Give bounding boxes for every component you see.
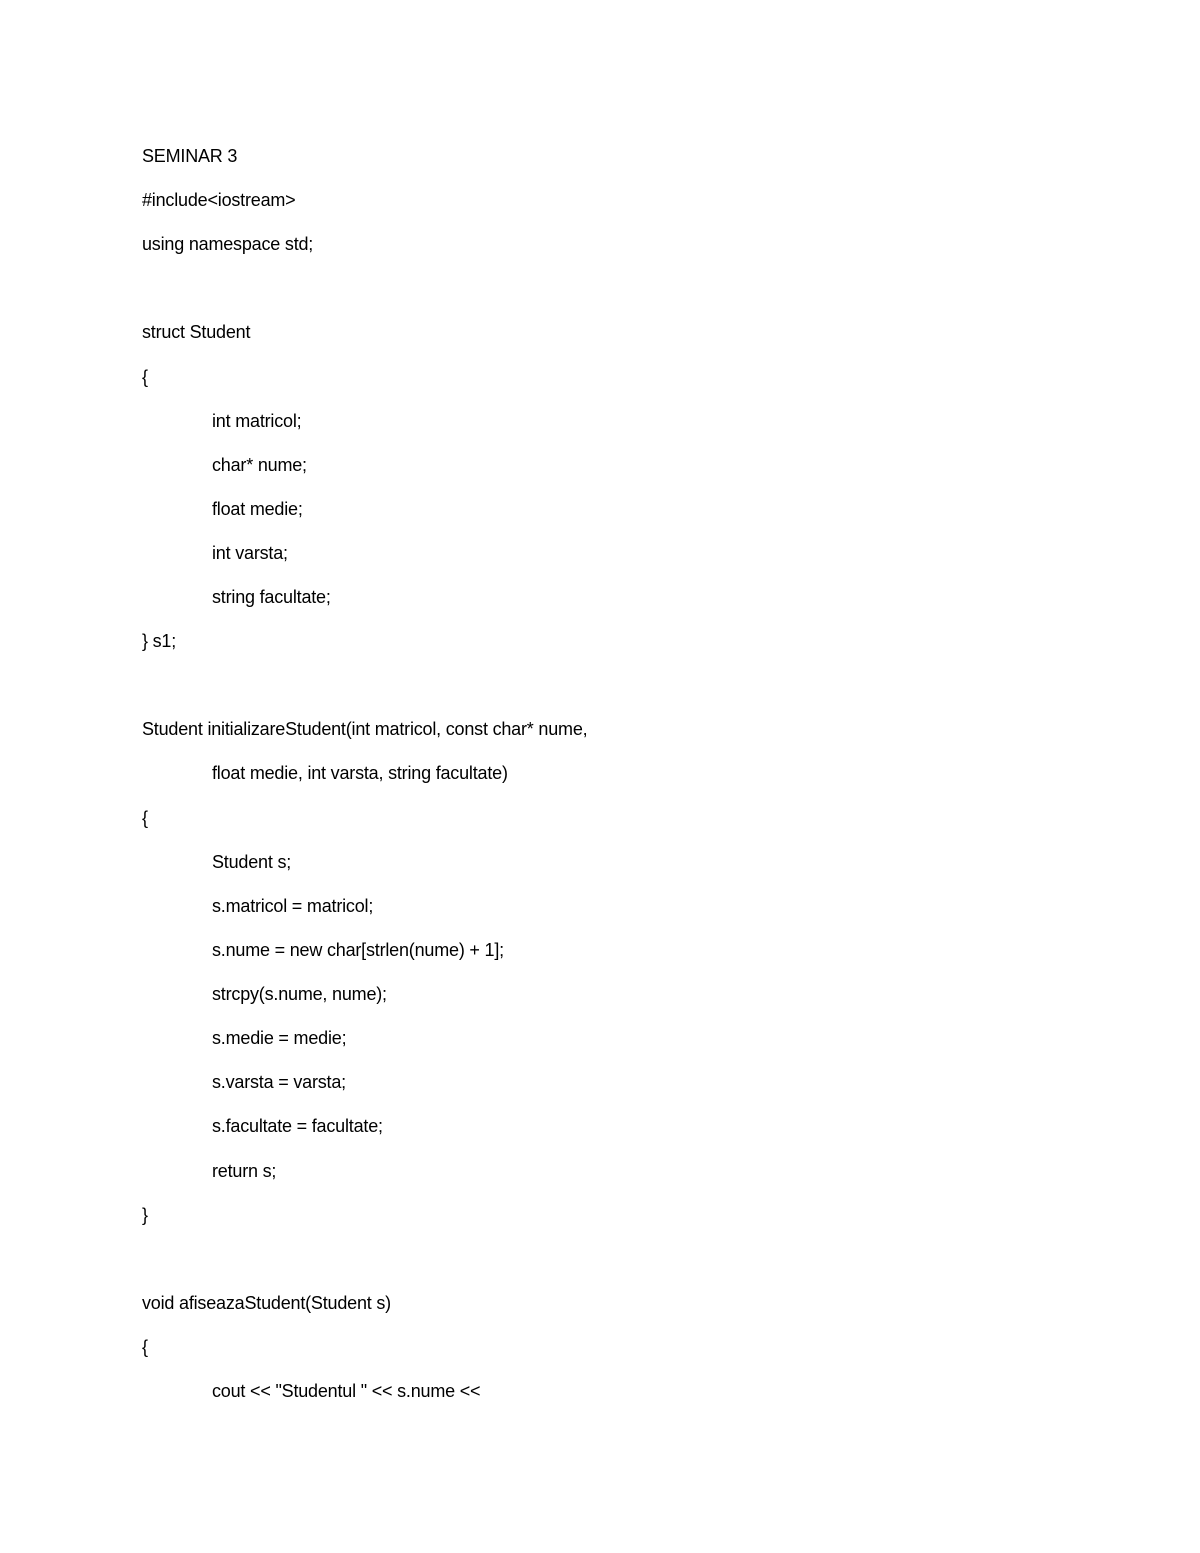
code-line: #include<iostream> [142, 190, 296, 210]
code-line: float medie; [212, 499, 303, 519]
code-line: int varsta; [212, 543, 288, 563]
code-line: Student s; [212, 852, 292, 872]
code-line: int matricol; [212, 411, 302, 431]
code-line: return s; [212, 1161, 277, 1181]
code-line: { [142, 808, 148, 828]
code-line: s.medie = medie; [212, 1028, 347, 1048]
code-line: s.nume = new char[strlen(nume) + 1]; [212, 940, 504, 960]
code-line: s.matricol = matricol; [212, 896, 374, 916]
code-line: Student initializareStudent(int matricol, const char* nume, [142, 719, 588, 739]
code-line: float medie, int varsta, string facultate) [212, 763, 508, 783]
code-line: { [142, 1337, 148, 1357]
code-line: void afiseazaStudent(Student s) [142, 1293, 391, 1313]
code-line: using namespace std; [142, 234, 314, 254]
code-line: struct Student [142, 322, 251, 342]
code-line: { [142, 367, 148, 387]
code-line: string facultate; [212, 587, 331, 607]
code-line: } [142, 1205, 148, 1225]
code-line: cout << "Studentul " << s.nume << [212, 1381, 481, 1401]
code-line: s.varsta = varsta; [212, 1072, 346, 1092]
code-line: strcpy(s.nume, nume); [212, 984, 387, 1004]
code-line: char* nume; [212, 455, 307, 475]
code-line: s.facultate = facultate; [212, 1116, 383, 1136]
document-title: SEMINAR 3 [142, 146, 238, 166]
code-line: } s1; [142, 631, 177, 651]
